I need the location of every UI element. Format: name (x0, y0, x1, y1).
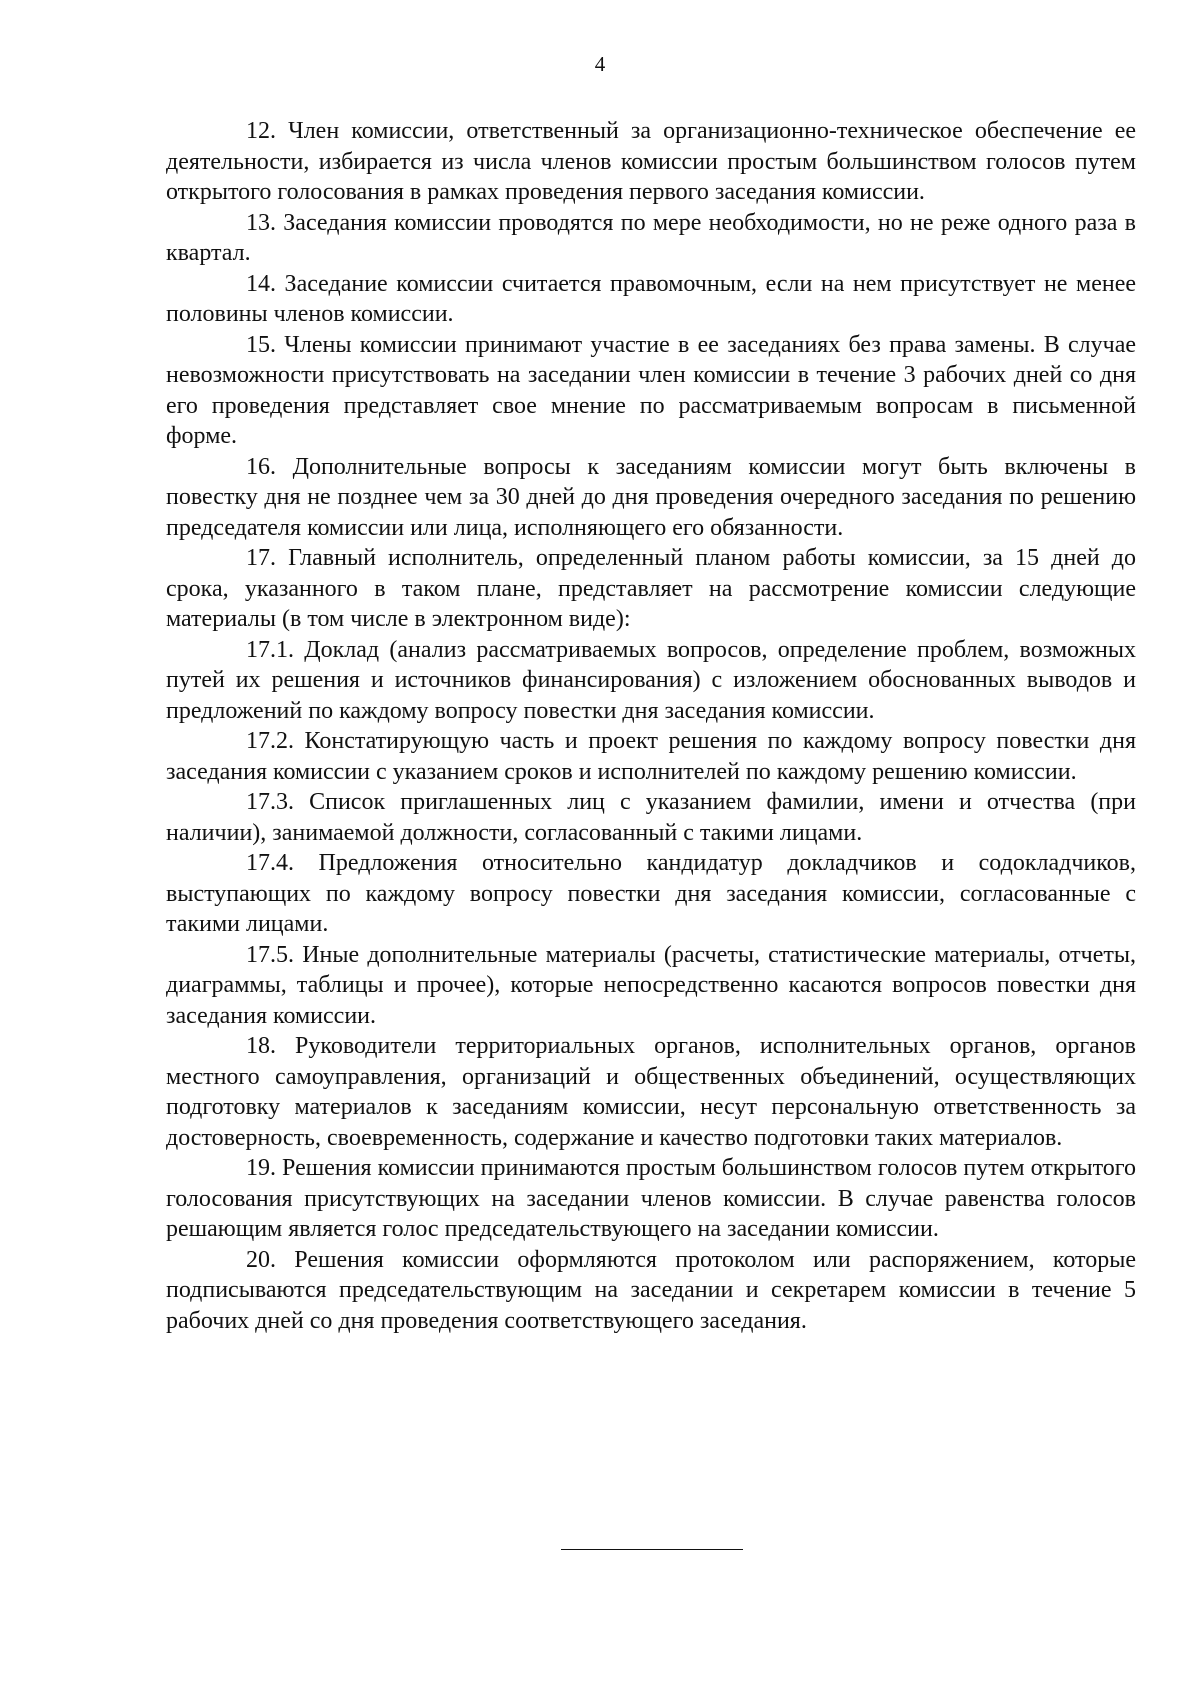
paragraph-19: 19. Решения комиссии принимаются простым большинством голосов путем открытого голосования присутствующих на заседании членов комиссии. В случае равенства голосов решающим является голос председательствующего на заседании комиссии. (166, 1155, 1136, 1242)
paragraph-14: 14. Заседание комиссии считается правомочным, если на нем присутствует не менее половины членов комиссии. (166, 270, 1136, 327)
end-of-document-rule (561, 1549, 743, 1550)
paragraph-15: 15. Члены комиссии принимают участие в ее заседаниях без права замены. В случае невозможности присутствовать на заседании член комиссии в течение 3 рабочих дней со дня его проведения представляет свое мнение по рассматриваемым вопросам в письменной форме. (166, 331, 1136, 449)
paragraph-17-4: 17.4. Предложения относительно кандидатур докладчиков и содокладчиков, выступающих по каждому вопросу повестки дня заседания комиссии, согласованные с такими лицами. (166, 850, 1136, 937)
document-body (166, 116, 1136, 1336)
paragraph-17-5: 17.5. Иные дополнительные материалы (расчеты, статистические материалы, отчеты, диаграммы, таблицы и прочее), которые непосредственно касаются вопросов повестки дня заседания комиссии. (166, 941, 1136, 1029)
paragraph-16: 16. Дополнительные вопросы к заседаниям комиссии могут быть включены в повестку дня не позднее чем за 30 дней до дня проведения очередного заседания по решению председателя комиссии или лица, исполняющего его обязанности. (166, 453, 1136, 541)
paragraph-18: 18. Руководители территориальных органов, исполнительных органов, органов местного самоуправления, организаций и общественных объединений, осуществляющих подготовку материалов к заседаниям комиссии, несут персональную ответственность за достоверность, своевременность, содержание и качество подготовки таких материалов. (166, 1033, 1136, 1151)
paragraph-20: 20. Решения комиссии оформляются протоколом или распоряжением, которые подписываются председательствующим на заседании и секретарем комиссии в течение 5 рабочих дней со дня проведения соответствующего заседания. (166, 1246, 1136, 1334)
paragraph-12: 12. Член комиссии, ответственный за организационно-техническое обеспечение ее деятельности, избирается из числа членов комиссии простым большинством голосов путем открытого голосования в рамках проведения первого заседания комиссии. (166, 118, 1136, 205)
paragraph-13: 13. Заседания комиссии проводятся по мере необходимости, но не реже одного раза в квартал. (166, 209, 1136, 266)
paragraph-17: 17. Главный исполнитель, определенный планом работы комиссии, за 15 дней до срока, указанного в таком плане, представляет на рассмотрение комиссии следующие материалы (в том числе в электронном виде): (166, 545, 1136, 632)
paragraph-17-2: 17.2. Констатирующую часть и проект решения по каждому вопросу повестки дня заседания комиссии с указанием сроков и исполнителей по каждому решению комиссии. (166, 728, 1136, 785)
paragraph-17-3: 17.3. Список приглашенных лиц с указанием фамилии, имени и отчества (при наличии), занимаемой должности, согласованный с такими лицами. (166, 789, 1136, 846)
page-number: 4 (594, 52, 606, 76)
paragraph-17-1: 17.1. Доклад (анализ рассматриваемых вопросов, определение проблем, возможных путей их решения и источников финансирования) с изложением обоснованных выводов и предложений по каждому вопросу повестки дня заседания комиссии. (166, 636, 1136, 724)
